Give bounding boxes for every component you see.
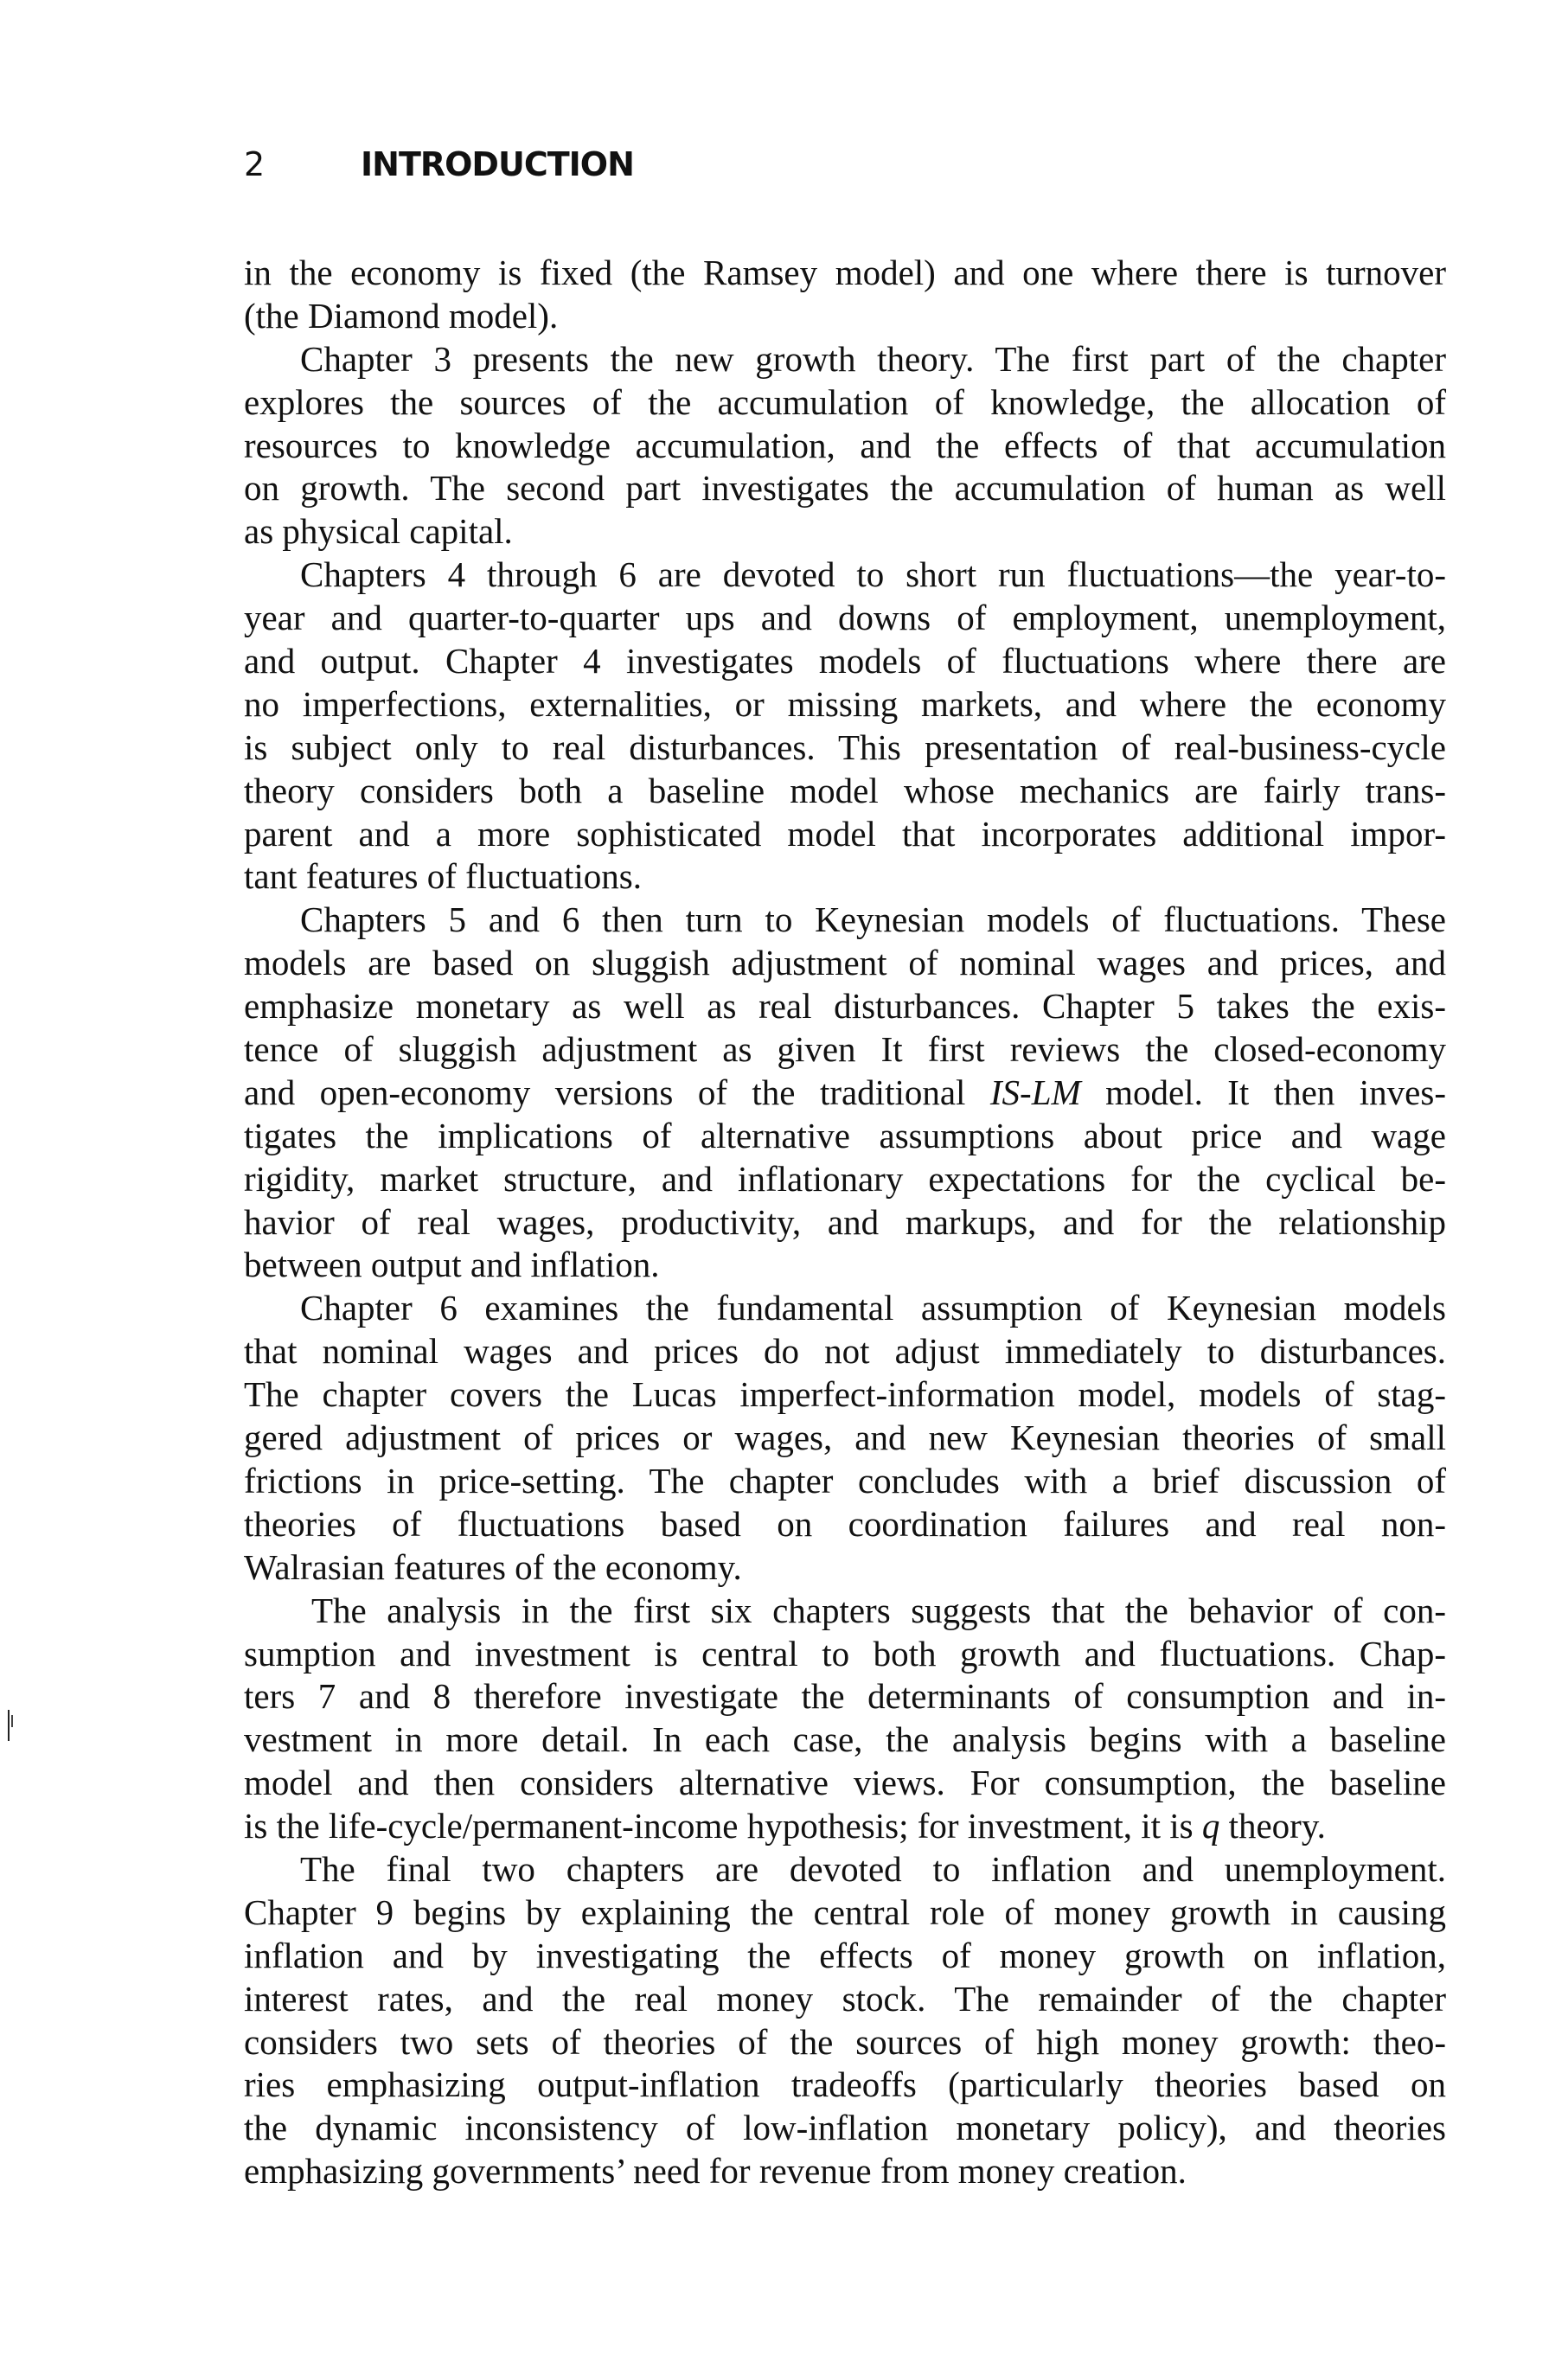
text-fragment: Chapter 6 examines the fundamental assumption of Keynesian models [300,1288,1446,1328]
text-line [244,1072,1446,1115]
paragraph [244,1848,1446,2193]
text-line [244,338,1446,381]
text-fragment: sumption and investment is central to both growth and fluctuations. Chap- [244,1633,1446,1674]
text-fragment: tant features of fluctuations. [244,856,642,897]
text-fragment: model and then considers alternative views. For consumption, the baseline [244,1763,1446,1803]
text-fragment: interest rates, and the real money stock. The remainder of the chapter [244,1978,1446,2019]
text-fragment: models are based on sluggish adjustment of nominal wages and prices, and [244,943,1446,983]
text-line [244,985,1446,1028]
text-line [244,1762,1446,1805]
text-fragment: Chapter 9 begins by explaining the central role of money growth in causing [244,1891,1446,1932]
text-line [244,252,1446,295]
text-line [244,683,1446,726]
italic-term: q [1201,1806,1220,1846]
text-line [244,1546,1446,1590]
paragraph [244,1287,1446,1589]
paragraph [244,554,1446,899]
text-fragment: gered adjustment of prices or wages, and new Keynesian theories of small [244,1418,1446,1458]
paragraph [244,899,1446,1287]
text-line [244,1675,1446,1718]
text-line [244,1503,1446,1546]
text-line [244,1891,1446,1935]
text-line [244,726,1446,770]
text-fragment: ters 7 and 8 therefore investigate the determinants of consumption and in- [244,1676,1446,1717]
text-line [244,1848,1446,1891]
text-fragment: frictions in price-setting. The chapter concludes with a brief discussion of [244,1460,1446,1501]
text-line [244,1590,1446,1633]
text-fragment: rigidity, market structure, and inflationary expectations for the cyclical be- [244,1158,1446,1199]
text-fragment: on growth. The second part investigates the accumulation of human as well [244,468,1446,509]
text-fragment: model. It then inves- [1080,1072,1446,1112]
margin-mark [8,1710,15,1741]
text-line [244,1718,1446,1762]
chapter-title: INTRODUCTION [361,145,634,183]
text-fragment: The final two chapters are devoted to inflation and unemployment. [300,1848,1446,1889]
text-line [244,467,1446,510]
text-line [244,1115,1446,1158]
text-fragment: Chapters 4 through 6 are devoted to short run fluctuations—the year-to- [300,554,1446,595]
text-line [244,1201,1446,1245]
text-fragment: parent and a more sophisticated model that incorporates additional impor- [244,813,1446,854]
text-line [244,554,1446,597]
text-line [244,770,1446,813]
text-fragment: inflation and by investigating the effects of money growth on inflation, [244,1935,1446,1975]
text-fragment: resources to knowledge accumulation, and the effects of that accumulation [244,425,1446,465]
text-fragment: Walrasian features of the economy. [244,1546,742,1587]
text-fragment: in the economy is fixed (the Ramsey model) and one where there is turnover [244,253,1446,292]
running-head [244,144,634,185]
text-fragment: havior of real wages, productivity, and markups, and for the relationship [244,1201,1446,1242]
text-line [244,1287,1446,1330]
text-line [244,425,1446,468]
text-fragment: and output. Chapter 4 investigates models of fluctuations where there are [244,641,1446,682]
text-line [244,2021,1446,2064]
text-line [244,1417,1446,1460]
text-line [244,1373,1446,1417]
text-line [244,942,1446,985]
text-line [244,1028,1446,1072]
text-line [244,2107,1446,2150]
text-fragment: tigates the implications of alternative assumptions about price and wage [244,1115,1446,1155]
text-line [244,1244,1446,1287]
text-line [244,2150,1446,2193]
text-fragment: is the life-cycle/permanent-income hypothesis; for investment, it is [244,1806,1202,1846]
text-fragment: between output and inflation. [244,1245,660,1285]
text-fragment: Chapters 5 and 6 then turn to Keynesian models of fluctuations. These [300,899,1446,940]
paragraph [244,338,1446,554]
text-fragment: emphasize monetary as well as real disturbances. Chapter 5 takes the exis- [244,986,1446,1027]
text-line [244,1935,1446,1978]
text-fragment: explores the sources of the accumulation of knowledge, the allocation of [244,381,1446,422]
text-line [244,1805,1446,1848]
text-line [244,1633,1446,1676]
text-line [244,510,1446,554]
text-fragment: is subject only to real disturbances. This presentation of real-business-cycle [244,726,1446,767]
text-fragment: as physical capital. [244,511,513,552]
text-line [244,899,1446,942]
text-fragment: no imperfections, externalities, or missing markets, and where the economy [244,683,1446,724]
text-fragment: (the Diamond model). [244,295,559,336]
text-line [244,2064,1446,2107]
text-fragment: considers two sets of theories of the sources of high money growth: theo- [244,2021,1446,2062]
text-line [244,295,1446,338]
paragraph [244,1590,1446,1848]
text-line [244,640,1446,683]
text-fragment: tence of sluggish adjustment as given It first reviews the closed-economy [244,1029,1446,1070]
text-line [244,1978,1446,2021]
text-line [244,813,1446,856]
text-fragment: emphasizing governments’ need for revenue from money creation. [244,2151,1187,2192]
text-fragment: that nominal wages and prices do not adjust immediately to disturbances. [244,1331,1446,1372]
body-text [244,252,1446,2193]
text-fragment: The chapter covers the Lucas imperfect-information model, models of stag- [244,1374,1446,1415]
text-fragment: The analysis in the first six chapters suggests that the behavior of con- [311,1590,1446,1630]
text-fragment: and open-economy versions of the traditional [244,1072,990,1112]
text-line [244,381,1446,425]
text-line [244,597,1446,640]
text-line [244,1460,1446,1503]
text-fragment: theories of fluctuations based on coordination failures and real non- [244,1503,1446,1544]
page-number: 2 [244,145,265,183]
paragraph [244,252,1446,338]
text-fragment: year and quarter-to-quarter ups and downs of employment, unemployment, [244,598,1446,638]
text-line [244,1330,1446,1373]
text-fragment: the dynamic inconsistency of low-inflation monetary policy), and theories [244,2108,1446,2148]
text-fragment: vestment in more detail. In each case, the analysis begins with a baseline [244,1719,1446,1760]
italic-term: IS-LM [989,1072,1081,1112]
text-line [244,1158,1446,1201]
text-line [244,855,1446,899]
text-fragment: theory considers both a baseline model whose mechanics are fairly trans- [244,770,1446,810]
text-fragment: Chapter 3 presents the new growth theory. The first part of the chapter [300,338,1446,379]
text-fragment: theory. [1219,1806,1326,1846]
text-fragment: ries emphasizing output-inflation tradeoffs (particularly theories based on [244,2064,1446,2105]
